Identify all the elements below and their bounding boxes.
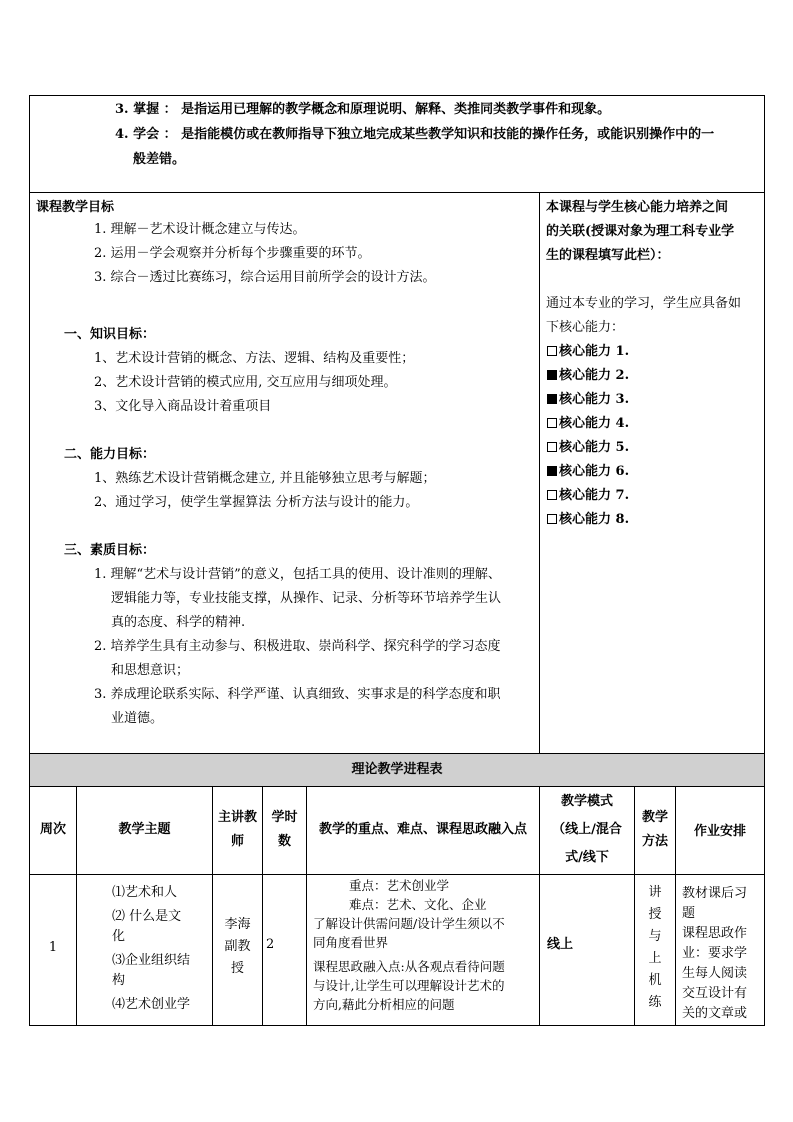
ability-heading: 二、能力目标：: [64, 447, 156, 462]
core-ability-item[interactable]: 核心能力 4.: [547, 412, 629, 436]
row1-focus: 重点：艺术创业学 难点：艺术、文化、企业 了解设计供需问题/设计学生须以不 同角度看世界 课程思政融入点:从各观点看待问题 与设计,让学生可以理解设计艺术的 方向,藉此分析相应的问题: [313, 878, 505, 1012]
row1-topic: ⑴艺术和人 ⑵ 什么是文 化 ⑶企业组织结 构 ⑷艺术创业学: [112, 885, 191, 1012]
core-ability-item[interactable]: 核心能力 3.: [547, 388, 629, 412]
header-focus: 教学的重点、难点、课程思政融入点: [318, 822, 527, 837]
core-ability-list: [547, 340, 629, 532]
core-ability-item[interactable]: 核心能力 6.: [547, 460, 629, 484]
row1-hours: 2: [266, 937, 275, 952]
checkbox-icon[interactable]: [547, 466, 557, 476]
row1-method: 讲 授 与 上 机 练: [648, 885, 662, 1010]
definition-line-4: 4. 学会 ： 是指能模仿或在教师指导下独立地完成某些教学知识和技能的操作任务，或能识别操作中的一: [115, 127, 715, 142]
quality-heading: 三、素质目标：: [64, 543, 156, 558]
definition-line-3: 3. 掌握 ： 是指运用已理解的教学概念和原理说明、解释、类推同类教学事件和现象。: [115, 102, 611, 117]
header-mode: 教学模式 （线上/混合 式/线下: [552, 794, 622, 865]
knowledge-item: 3、文化导入商品设计着重项目: [94, 399, 272, 414]
quality-line: 2. 培养学生具有主动参与、积极进取、崇尚科学、探究科学的学习态度: [94, 639, 501, 654]
header-topic: 教学主题: [118, 822, 171, 837]
header-week: 周次: [39, 822, 66, 837]
table-border-right: [764, 95, 765, 1026]
header-hours: 学时 数: [271, 810, 298, 849]
row-divider: [29, 786, 765, 787]
table-border-bottom: [29, 1025, 765, 1026]
goal-item: 3. 综合－透过比赛练习，综合运用目前所学会的设计方法。: [94, 270, 436, 285]
header-teacher: 主讲教 师: [217, 810, 257, 849]
knowledge-list: [94, 347, 414, 419]
header-homework: 作业安排: [693, 824, 746, 839]
row-divider: [29, 192, 765, 193]
checkbox-icon[interactable]: [547, 442, 557, 452]
knowledge-item: 1、艺术设计营销的概念、方法、逻辑、结构及重要性；: [94, 351, 415, 366]
checkbox-icon[interactable]: [547, 394, 557, 404]
core-intro: 通过本专业的学习，学生应具备如 下核心能力：: [546, 296, 742, 335]
knowledge-heading: 一、知识目标：: [64, 327, 156, 342]
table-border-top: [29, 95, 765, 96]
quality-line: 和思想意识；: [111, 663, 190, 678]
definition-line-4-cont: 般差错。: [133, 152, 186, 167]
checkbox-icon[interactable]: [547, 418, 557, 428]
core-heading: 本课程与学生核心能力培养之间 的关联(授课对象为理工科专业学 生的课程填写此栏）：: [546, 200, 735, 263]
quality-line: 真的态度、科学的精神.: [111, 615, 246, 630]
core-ability-item[interactable]: 核心能力 8.: [547, 508, 629, 532]
row1-teacher: 李海 副教 授: [224, 917, 251, 976]
quality-list: [94, 563, 501, 731]
schedule-title: 理论教学进程表: [351, 762, 443, 777]
header-method: 教学 方法: [641, 810, 668, 849]
objectives-heading: 课程教学目标: [36, 200, 115, 215]
core-ability-item[interactable]: 核心能力 2.: [547, 364, 629, 388]
checkbox-icon[interactable]: [547, 514, 557, 524]
ability-list: [94, 467, 436, 515]
core-ability-item[interactable]: 核心能力 1.: [547, 340, 629, 364]
row1-homework: 教材课后习 题 课程思政作 业：要求学 生每人阅读 交互设计有 关的文章或: [682, 886, 748, 1021]
ability-item: 2、通过学习，使学生掌握算法 分析方法与设计的能力。: [94, 495, 419, 510]
core-ability-item[interactable]: 核心能力 7.: [547, 484, 629, 508]
goals-list: [94, 218, 436, 290]
goal-item: 2. 运用－学会观察并分析每个步骤重要的环节。: [94, 246, 371, 261]
row1-mode: 线上: [547, 937, 574, 952]
quality-line: 3. 养成理论联系实际、科学严谨、认真细致、实事求是的科学态度和职: [94, 687, 501, 702]
table-border-left: [29, 95, 30, 1026]
column-divider: [539, 192, 540, 753]
quality-line: 逻辑能力等，专业技能支撑，从操作、记录、分析等环节培养学生认: [111, 591, 502, 606]
quality-line: 1. 理解“艺术与设计营销”的意义，包括工具的使用、设计准则的理解、: [94, 567, 501, 582]
knowledge-item: 2、艺术设计营销的模式应用, 交互应用与细项处理。: [94, 375, 397, 390]
ability-item: 1、熟练艺术设计营销概念建立, 并且能够独立思考与解题；: [94, 471, 436, 486]
core-ability-item[interactable]: 核心能力 5.: [547, 436, 629, 460]
goal-item: 1. 理解－艺术设计概念建立与传达。: [94, 222, 306, 237]
row1-week: 1: [48, 940, 58, 955]
checkbox-icon[interactable]: [547, 346, 557, 356]
checkbox-icon[interactable]: [547, 370, 557, 380]
row-divider: [29, 874, 765, 875]
quality-line: 业道德。: [111, 711, 164, 726]
checkbox-icon[interactable]: [547, 490, 557, 500]
